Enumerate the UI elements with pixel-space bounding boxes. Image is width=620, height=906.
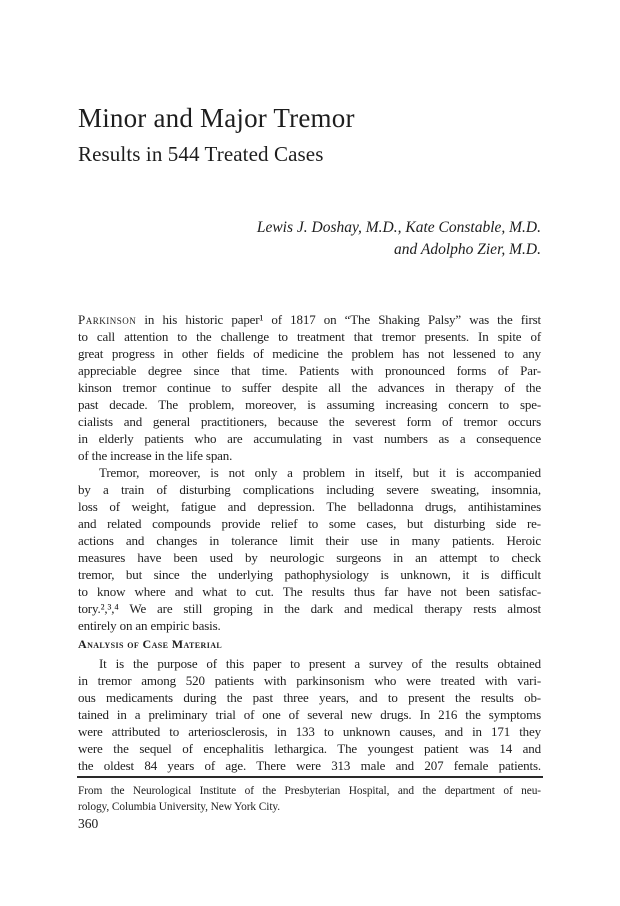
footnote-line: rology, Columbia University, New York City. <box>78 801 280 813</box>
body-line: to call attention to the challenge to treatment that tremor presents. In spite of <box>78 329 541 344</box>
body-line: by a train of disturbing complications including severe sweating, insomnia, <box>78 482 541 497</box>
body-line: Tremor, moreover, is not only a problem in itself, but it is accompanied <box>99 465 541 480</box>
lead-word-small-caps: Parkinson <box>78 312 137 327</box>
paragraph-2 <box>78 464 541 634</box>
body-line: cialists and general practitioners, because the severest form of tremor occurs <box>78 414 541 429</box>
article-title: Minor and Major Tremor <box>78 103 355 133</box>
body-line: the oldest 84 years of age. There were 313 male and 207 female patients. <box>78 758 541 773</box>
body-line: kinson tremor continue to suffer despite all the advances in therapy of the <box>78 380 541 395</box>
section-text <box>78 655 541 774</box>
body-line <box>78 311 541 328</box>
body-line: great progress in other fields of medicine the problem has not lessened to any <box>78 346 541 361</box>
body-line: were attributed to arteriosclerosis, in 133 to unknown causes, and in 171 they <box>78 724 541 739</box>
body-line: were the sequel of encephalitis lethargica. The youngest patient was 14 and <box>78 741 541 756</box>
body-line: measures have been used by neurologic surgeons in an attempt to check <box>78 550 541 565</box>
body-line: actions and changes in tolerance limit their use in many patients. Heroic <box>78 533 541 548</box>
body-line-text: in his historic paper¹ of 1817 on “The Shaking Palsy” was the first <box>136 312 541 327</box>
byline-authors-line-1: Lewis J. Doshay, M.D., Kate Constable, M.D. <box>256 219 541 236</box>
body-line: to know where and what to cut. The results thus far have not been satisfac- <box>78 584 541 599</box>
footnote <box>78 783 541 815</box>
introduction-text <box>78 311 541 634</box>
body-line: It is the purpose of this paper to present a survey of the results obtained <box>99 656 541 671</box>
body-line: ous medicaments during the past three years, and to present the results ob- <box>78 690 541 705</box>
body-line: appreciable degree since that time. Patients with pronounced forms of Par- <box>78 363 541 378</box>
body-line: in tremor among 520 patients with parkinsonism who were treated with vari- <box>78 673 541 688</box>
body-line: in elderly patients who are accumulating in vast numbers as a consequence <box>78 431 541 446</box>
body-line: loss of weight, fatigue and depression. The belladonna drugs, antihistamines <box>78 499 541 514</box>
section-heading: Analysis of Case Material <box>78 637 223 651</box>
article-subtitle: Results in 544 Treated Cases <box>78 142 324 166</box>
paragraph-1 <box>78 311 541 464</box>
body-line: entirely on an empiric basis. <box>78 618 221 633</box>
body-line: and related compounds provide relief to some cases, but disturbing side re- <box>78 516 541 531</box>
body-line: tained in a preliminary trial of one of several new drugs. In 216 the symptoms <box>78 707 541 722</box>
page-number: 360 <box>78 816 99 831</box>
byline-authors-line-2: and Adolpho Zier, M.D. <box>394 241 541 258</box>
paragraph-3 <box>78 655 541 774</box>
body-line: tremor, but since the underlying pathophysiology is unknown, it is difficult <box>78 567 541 582</box>
body-line: past decade. The problem, moreover, is assuming increasing concern to spe- <box>78 397 541 412</box>
footnote-divider-rule <box>77 776 543 778</box>
body-line: tory.²,³,⁴ We are still groping in the dark and medical therapy rests almost <box>78 601 541 616</box>
body-line: of the increase in the life span. <box>78 448 233 463</box>
byline <box>78 217 541 261</box>
footnote-line: From the Neurological Institute of the Presbyterian Hospital, and the department of neu- <box>78 785 541 797</box>
